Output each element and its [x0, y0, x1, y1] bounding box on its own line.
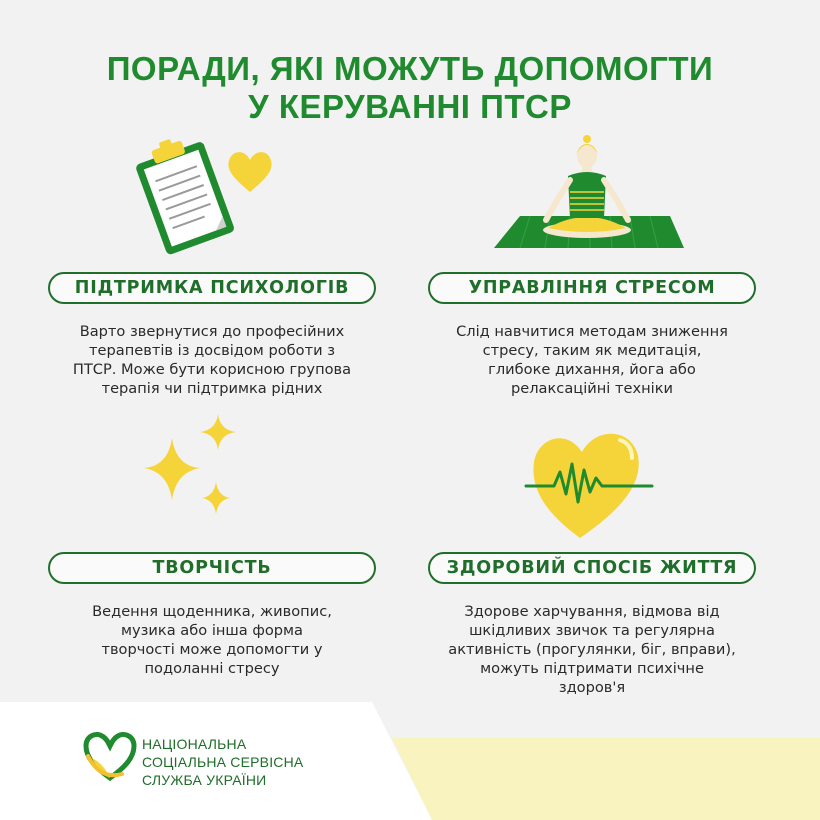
heart-pulse-icon [520, 420, 660, 540]
desc-line: ПТСР. Може бути корисною групова [72, 361, 352, 378]
desc-line: подоланні стресу [144, 660, 280, 677]
desc-line: Слід навчитися методам зниження [456, 323, 728, 340]
desc-line: глибоке дихання, йога або [488, 361, 696, 378]
desc-line: творчості може допомогти у [101, 641, 323, 658]
desc-line: стресу, таким як медитація, [482, 342, 702, 359]
clipboard-heart-icon [130, 130, 280, 260]
title-line-2: У КЕРУВАННІ ПТСР [248, 88, 572, 125]
desc-line: музика або інша форма [121, 622, 303, 639]
tip-heading-psychologists: ПІДТРИМКА ПСИХОЛОГІВ [48, 272, 376, 304]
desc-line: Варто звернутися до професійних [79, 323, 345, 340]
desc-line: Здорове харчування, відмова від [464, 603, 720, 620]
desc-line: терапія чи підтримка рідних [101, 380, 323, 397]
desc-line: можуть підтримати психічне [480, 660, 704, 677]
tip-description-stress [412, 322, 772, 398]
tip-description-healthy-lifestyle [405, 602, 779, 697]
desc-line: шкідливих звичок та регулярна [469, 622, 715, 639]
logo-line: СЛУЖБА УКРАЇНИ [142, 772, 267, 788]
tip-description-creativity [32, 602, 392, 678]
meditation-icon [490, 132, 690, 252]
title-line-1: ПОРАДИ, ЯКІ МОЖУТЬ ДОПОМОГТИ [106, 50, 714, 87]
desc-line: здоров'я [558, 679, 626, 696]
tip-description-psychologists [32, 322, 392, 398]
tip-heading-stress: УПРАВЛІННЯ СТРЕСОМ [428, 272, 756, 304]
page-title [0, 50, 820, 126]
tip-heading-creativity: ТВОРЧІСТЬ [48, 552, 376, 584]
desc-line: терапевтів із досвідом роботи з [89, 342, 335, 359]
desc-line: Ведення щоденника, живопис, [92, 603, 332, 620]
logo-line: СОЦІАЛЬНА СЕРВІСНА [142, 754, 304, 770]
nssu-heart-logo-icon [82, 728, 138, 784]
desc-line: релаксаційні техніки [510, 380, 673, 397]
logo-line: НАЦІОНАЛЬНА [142, 736, 247, 752]
tip-heading-healthy-lifestyle: ЗДОРОВИЙ СПОСІБ ЖИТТЯ [428, 552, 756, 584]
logo-text [142, 735, 303, 789]
sparkles-icon [140, 410, 250, 520]
desc-line: активність (прогулянки, біг, вправи), [448, 641, 736, 658]
